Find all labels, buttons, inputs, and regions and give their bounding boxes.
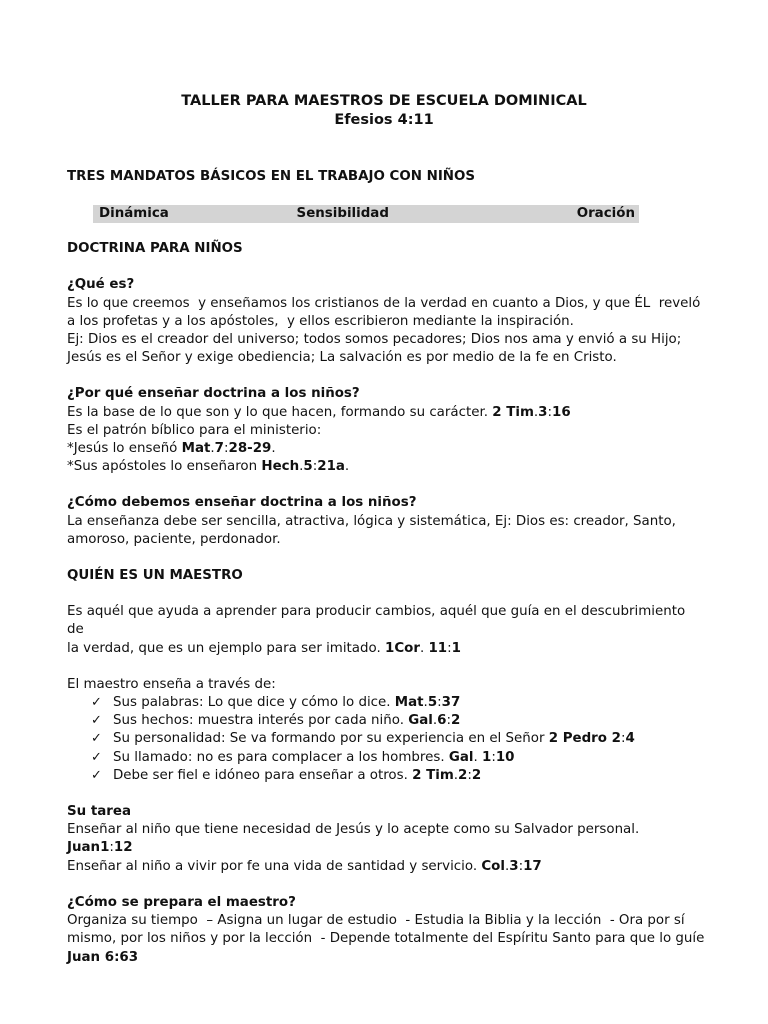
bible-ref: Gal [408, 713, 433, 729]
mandatos-bar [93, 205, 639, 223]
bible-ref: 37 [441, 695, 461, 711]
maestro-heading: QUIÉN ES UN MAESTRO [67, 568, 243, 584]
document-page [67, 92, 705, 967]
bible-ref: 12 [113, 840, 133, 856]
paragraph-line: *Sus apóstoles lo enseñaron Hech.5:21a. [67, 459, 350, 475]
line-text: Enseñar al niño a vivir por fe una vida de santidad y servicio. [67, 858, 482, 874]
por-que-question: ¿Por qué enseñar doctrina a los niños? [67, 386, 360, 402]
bible-ref: 3 [538, 404, 548, 420]
document-subtitle: Efesios 4:11 [334, 112, 434, 128]
que-es-question: ¿Qué es? [67, 277, 135, 293]
check-mark-icon: ✓ [91, 713, 102, 729]
mandatos-heading: TRES MANDATOS BÁSICOS EN EL TRABAJO CON NIÑOS [67, 169, 476, 184]
bible-ref: 16 [552, 404, 571, 420]
bible-ref: 4 [625, 731, 635, 747]
bible-ref: 6 [437, 713, 447, 729]
como-question: ¿Cómo debemos enseñar doctrina a los niños? [67, 495, 417, 511]
line-text: Sus palabras: Lo que dice y cómo lo dice. [113, 695, 395, 711]
check-mark-icon: ✓ [91, 695, 102, 711]
bible-ref: 1 [481, 749, 492, 765]
line-text: Sus hechos: muestra interés por cada niño. [113, 713, 409, 729]
bible-ref: Mat [394, 695, 424, 711]
paragraph-line: Es la base de lo que son y lo que hacen, formando su carácter. 2 Tim.3:16 [67, 404, 571, 420]
paragraph-line: Es el patrón bíblico para el ministerio: [67, 422, 322, 438]
paragraph-line: Enseñar al niño a vivir por fe una vida de santidad y servicio. Col.3:17 [67, 858, 542, 874]
paragraph-line: Jesús es el Señor y exige obediencia; La salvación es por medio de la fe en Cristo. [67, 350, 617, 366]
line-text: la verdad, que es un ejemplo para ser imitado. [67, 640, 385, 656]
checklist-item: ✓ Su llamado: no es para complacer a los hombres. Gal. 1:10 [89, 749, 701, 767]
line-text: Debe ser fiel e idóneo para enseñar a otros. [113, 767, 413, 783]
paragraph-line: amoroso, paciente, perdonador. [67, 531, 281, 547]
doctrina-heading: DOCTRINA PARA NIÑOS [67, 241, 243, 257]
paragraph-line: Ej: Dios es el creador del universo; todos somos pecadores; Dios nos ama y envió a su Hijo; [67, 332, 682, 348]
bible-ref: 2 [471, 767, 482, 783]
checklist-item: ✓ Debe ser fiel e idóneo para enseñar a otros. 2 Tim.2:2 [89, 767, 701, 785]
bible-ref: 5 [303, 459, 313, 475]
paragraph-line: la verdad, que es un ejemplo para ser imitado. 1Cor. 11:1 [67, 640, 461, 656]
bible-ref: 17 [523, 858, 542, 874]
bible-ref: 11 [428, 640, 448, 656]
line-text: *Jesús lo enseñó [67, 441, 182, 457]
bible-ref: 2 [458, 767, 468, 783]
paragraph-line: La enseñanza debe ser sencilla, atractiva, lógica y sistemática, Ej: Dios es: creador, Santo, [67, 513, 676, 529]
bible-ref: Juan1 [67, 840, 110, 856]
mandato-item: Oración [576, 206, 635, 222]
mandato-item: Dinámica [99, 206, 169, 222]
bible-ref: Mat [181, 441, 211, 457]
check-mark-icon: ✓ [91, 749, 102, 765]
bible-ref: 28-29 [228, 441, 272, 457]
bible-ref: 2 Tim [492, 404, 534, 420]
maestro-checklist [67, 694, 701, 785]
paragraph-line: Organiza su tiempo – Asigna un lugar de estudio - Estudia la Biblia y la lección - Ora por sí [67, 913, 685, 929]
document-title: TALLER PARA MAESTROS DE ESCUELA DOMINICAL [181, 93, 587, 109]
bible-ref: 1 [451, 640, 461, 656]
bible-ref: 10 [495, 749, 515, 765]
paragraph-line: Enseñar al niño que tiene necesidad de Jesús y lo acepte como su Salvador personal. Juan1:12 [67, 822, 640, 856]
checklist-item: ✓ Su personalidad: Se va formando por su experiencia en el Señor 2 Pedro 2:4 [89, 730, 701, 748]
bible-ref: 2 Tim [412, 767, 454, 783]
check-mark-icon: ✓ [91, 767, 102, 783]
checklist-item: ✓ Sus palabras: Lo que dice y cómo lo dice. Mat.5:37 [89, 694, 701, 712]
bible-ref: Hech [261, 459, 300, 475]
bible-ref: Juan 6:63 [67, 949, 139, 965]
paragraph-line: Es aquél que ayuda a aprender para producir cambios, aquél que guía en el descubrimiento de [67, 604, 686, 638]
paragraph-line: El maestro enseña a través de: [67, 676, 276, 692]
bible-ref: Gal [448, 749, 474, 765]
bible-ref: 5 [427, 695, 438, 711]
bible-ref: Col [481, 858, 505, 874]
line-text: Es la base de lo que son y lo que hacen, formando su carácter. [67, 404, 493, 420]
bible-ref: 7 [214, 441, 224, 457]
checklist-item: ✓ Sus hechos: muestra interés por cada niño. Gal.6:2 [89, 712, 701, 730]
mandato-item: Sensibilidad [296, 206, 389, 222]
bible-ref: 3 [509, 858, 519, 874]
prepara-heading: ¿Cómo se prepara el maestro? [67, 894, 296, 910]
bible-ref: 2 Pedro 2 [548, 731, 621, 747]
line-text: Su llamado: no es para complacer a los hombres. [113, 749, 449, 765]
bible-ref: 2 [450, 713, 461, 729]
paragraph-line: *Jesús lo enseñó Mat.7:28-29. [67, 441, 276, 457]
bible-ref: 1Cor [385, 640, 420, 656]
paragraph-line: a los profetas y a los apóstoles, y ellos escribieron mediante la inspiración. [67, 313, 574, 329]
tarea-heading: Su tarea [67, 804, 131, 820]
line-text: Su personalidad: Se va formando por su experiencia en el Señor [113, 731, 549, 747]
line-text: *Sus apóstoles lo enseñaron [67, 459, 262, 475]
line-text: Enseñar al niño que tiene necesidad de Jesús y lo acepte como su Salvador personal. [67, 822, 640, 838]
paragraph-line: mismo, por los niños y por la lección - Depende totalmente del Espíritu Santo para que lo guíe [67, 931, 705, 947]
bible-ref: 21a [317, 459, 345, 475]
paragraph-line: Es lo que creemos y enseñamos los cristianos de la verdad en cuanto a Dios, y que ÉL reveló [67, 295, 701, 311]
check-mark-icon: ✓ [91, 731, 102, 747]
